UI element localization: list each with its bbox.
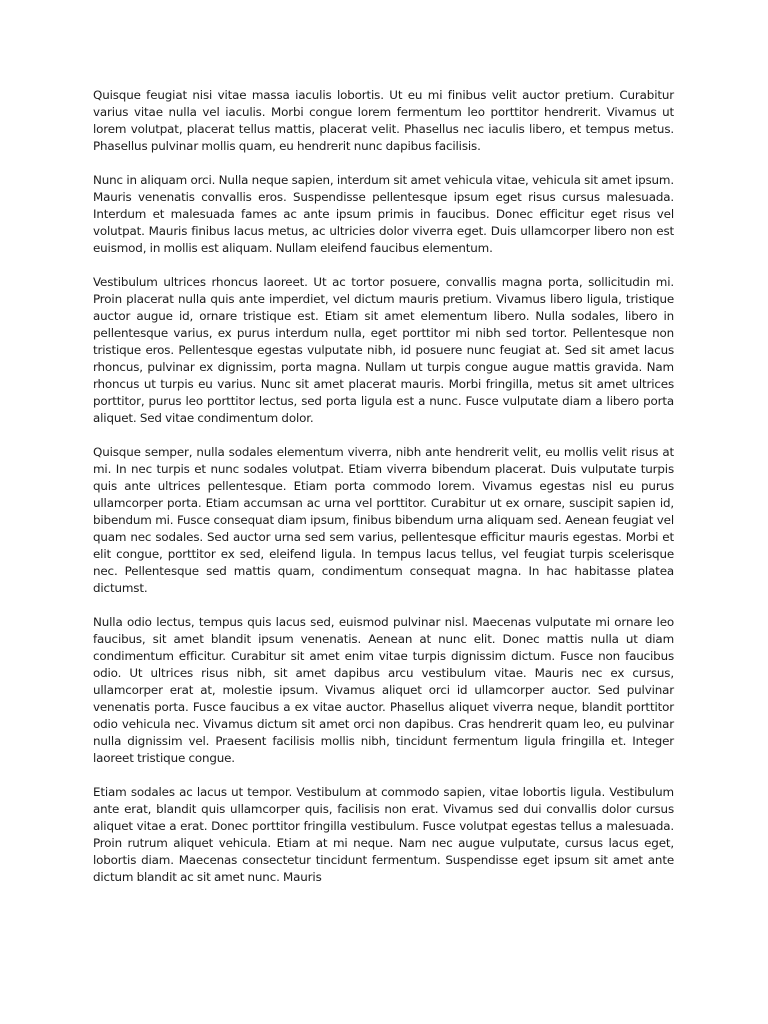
document-body — [93, 87, 674, 903]
paragraph-5: Nulla odio lectus, tempus quis lacus sed, euismod pulvinar nisl. Maecenas vulputate mi ornare leo faucibus, sit amet blandit ipsum venenatis. Aenean at nunc elit. Donec mattis nulla ut diam condimentum efficitur. Curabitur sit amet enim vitae turpis dignissim dictum. Fusce non faucibus odio. Ut ultrices risus nibh, sit amet dapibus arcu vestibulum vitae. Mauris nec ex cursus, ullamcorper erat at, molestie ipsum. Vivamus aliquet orci id ullamcorper auctor. Sed pulvinar venenatis porta. Fusce faucibus a ex vitae auctor. Phasellus aliquet viverra neque, blandit porttitor odio vehicula nec. Vivamus dictum sit amet orci non dapibus. Cras hendrerit quam leo, eu pulvinar nulla dignissim vel. Praesent facilisis mollis nibh, tincidunt fermentum ligula fringilla et. Integer laoreet tristique congue. — [93, 615, 674, 765]
paragraph-2: Nunc in aliquam orci. Nulla neque sapien, interdum sit amet vehicula vitae, vehicula sit amet ipsum. Mauris venenatis convallis eros. Suspendisse pellentesque ipsum eget risus cursus malesuada. Interdum et malesuada fames ac ante ipsum primis in faucibus. Donec efficitur eget risus vel volutpat. Mauris finibus lacus metus, ac ultricies dolor viverra eget. Duis ullamcorper libero non est euismod, in mollis est aliquam. Nullam eleifend faucibus elementum. — [93, 173, 674, 255]
paragraph-3: Vestibulum ultrices rhoncus laoreet. Ut ac tortor posuere, convallis magna porta, sollicitudin mi. Proin placerat nulla quis ante imperdiet, vel dictum mauris pretium. Vivamus libero ligula, tristique auctor augue id, ornare tristique est. Etiam sit amet elementum libero. Nulla sodales, libero in pellentesque varius, ex purus interdum nulla, eget porttitor mi nibh sed tortor. Pellentesque non tristique eros. Pellentesque egestas vulputate nibh, id posuere nunc feugiat at. Sed sit amet lacus rhoncus, pulvinar ex dignissim, porta magna. Nullam ut turpis congue augue mattis gravida. Nam rhoncus ut turpis eu varius. Nunc sit amet placerat mauris. Morbi fringilla, metus sit amet ultrices porttitor, purus leo porttitor lectus, sed porta ligula est a nunc. Fusce vulputate diam a libero porta aliquet. Sed vitae condimentum dolor. — [93, 275, 674, 425]
paragraph-6: Etiam sodales ac lacus ut tempor. Vestibulum at commodo sapien, vitae lobortis ligula. Vestibulum ante erat, blandit quis ullamcorper quis, facilisis non erat. Vivamus sed dui convallis dolor cursus aliquet vitae a erat. Donec porttitor fringilla vestibulum. Fusce volutpat egestas tellus a malesuada. Proin rutrum aliquet vehicula. Etiam at mi neque. Nam nec augue vulputate, cursus lacus eget, lobortis diam. Maecenas consectetur tincidunt fermentum. Suspendisse eget ipsum sit amet ante dictum blandit ac sit amet nunc. Mauris — [93, 785, 674, 884]
paragraph-1: Quisque feugiat nisi vitae massa iaculis lobortis. Ut eu mi finibus velit auctor pretium. Curabitur varius vitae nulla vel iaculis. Morbi congue lorem fermentum leo porttitor hendrerit. Vivamus ut lorem volutpat, placerat tellus mattis, placerat velit. Phasellus nec iaculis libero, et tempus metus. Phasellus pulvinar mollis quam, eu hendrerit nunc dapibus facilisis. — [93, 88, 674, 153]
paragraph-4: Quisque semper, nulla sodales elementum viverra, nibh ante hendrerit velit, eu mollis velit risus at mi. In nec turpis et nunc sodales volutpat. Etiam viverra bibendum placerat. Duis vulputate turpis quis ante ultrices pellentesque. Etiam porta commodo lorem. Vivamus egestas nisl eu purus ullamcorper porta. Etiam accumsan ac urna vel porttitor. Curabitur ut ex ornare, suscipit sapien id, bibendum mi. Fusce consequat diam ipsum, finibus bibendum urna aliquam sed. Aenean feugiat vel quam nec sodales. Sed auctor urna sed sem varius, pellentesque efficitur mauris egestas. Morbi et elit congue, porttitor ex sed, eleifend ligula. In tempus lacus tellus, vel feugiat turpis scelerisque nec. Pellentesque sed mattis quam, condimentum consequat magna. In hac habitasse platea dictumst. — [93, 445, 674, 595]
